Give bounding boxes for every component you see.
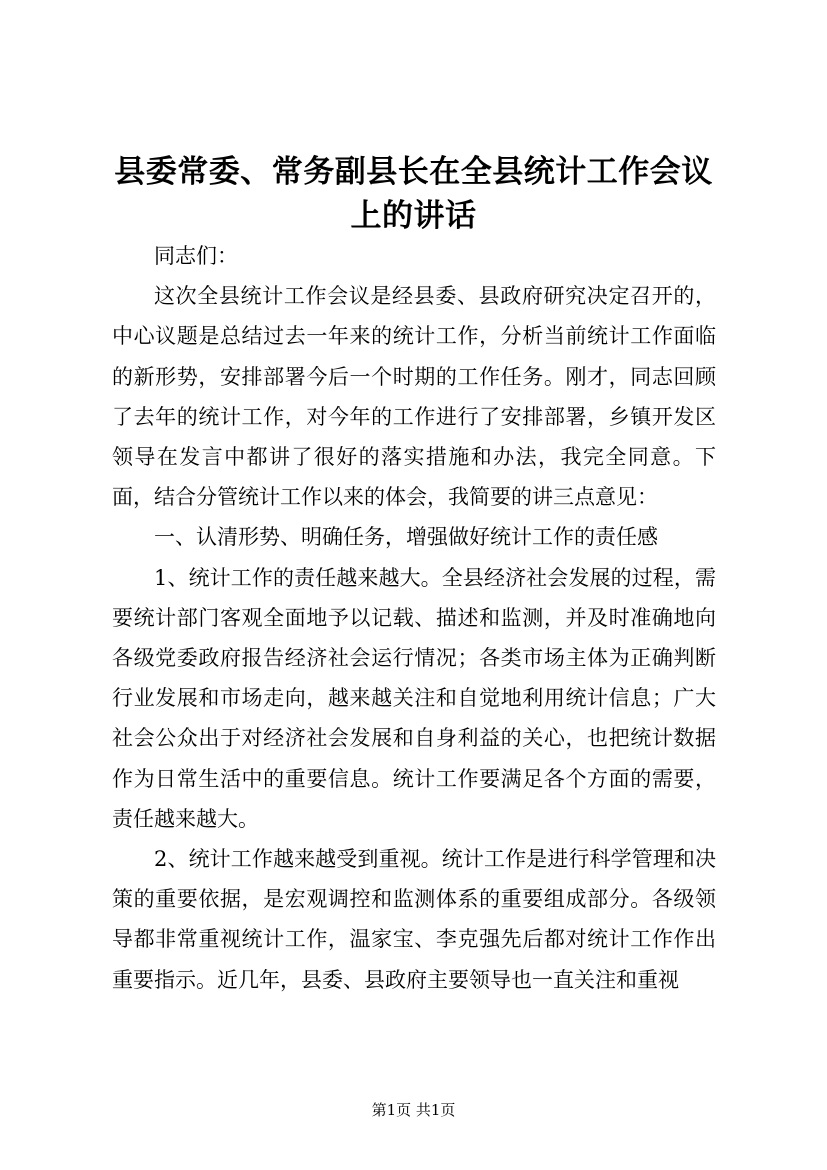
paragraph-intro: 这次全县统计工作会议是经县委、县政府研究决定召开的，中心议题是总结过去一年来的统计工作，分析当前统计工作面临的新形势，安排部署今后一个时期的工作任务。刚才，同志回顾了去年的统计工作，对今年的工作进行了安排部署，乡镇开发区领导在发言中都讲了很好的落实措施和办法，我完全同意。下面，结合分管统计工作以来的体会，我简要的讲三点意见： — [112, 284, 716, 510]
page-footer: 第1页 共1页 — [371, 1101, 456, 1119]
paragraph-point-2: 2、统计工作越来越受到重视。统计工作是进行科学管理和决策的重要依据，是宏观调控和监测体系的重要组成部分。各级领导都非常重视统计工作，温家宝、李克强先后都对统计工作作出重要指示。近几年，县委、县政府主要领导也一直关注和重视 — [112, 847, 716, 992]
section-heading-1: 一、认清形势、明确任务，增强做好统计工作的责任感 — [154, 525, 658, 550]
document-body — [112, 236, 716, 1000]
document-title: 县委常委、常务副县长在全县统计工作会议上的讲话 — [114, 154, 713, 234]
salutation: 同志们： — [154, 244, 238, 268]
paragraph-point-1: 1、统计工作的责任越来越大。全县经济社会发展的过程，需要统计部门客观全面地予以记载、描述和监测，并及时准确地向各级党委政府报告经济社会运行情况；各类市场主体为正确判断行业发展和市场走向，越来越关注和自觉地利用统计信息；广大社会公众出于对经济社会发展和自身利益的关心，也把统计数据作为日常生活中的重要信息。统计工作要满足各个方面的需要，责任越来越大。 — [112, 565, 716, 831]
